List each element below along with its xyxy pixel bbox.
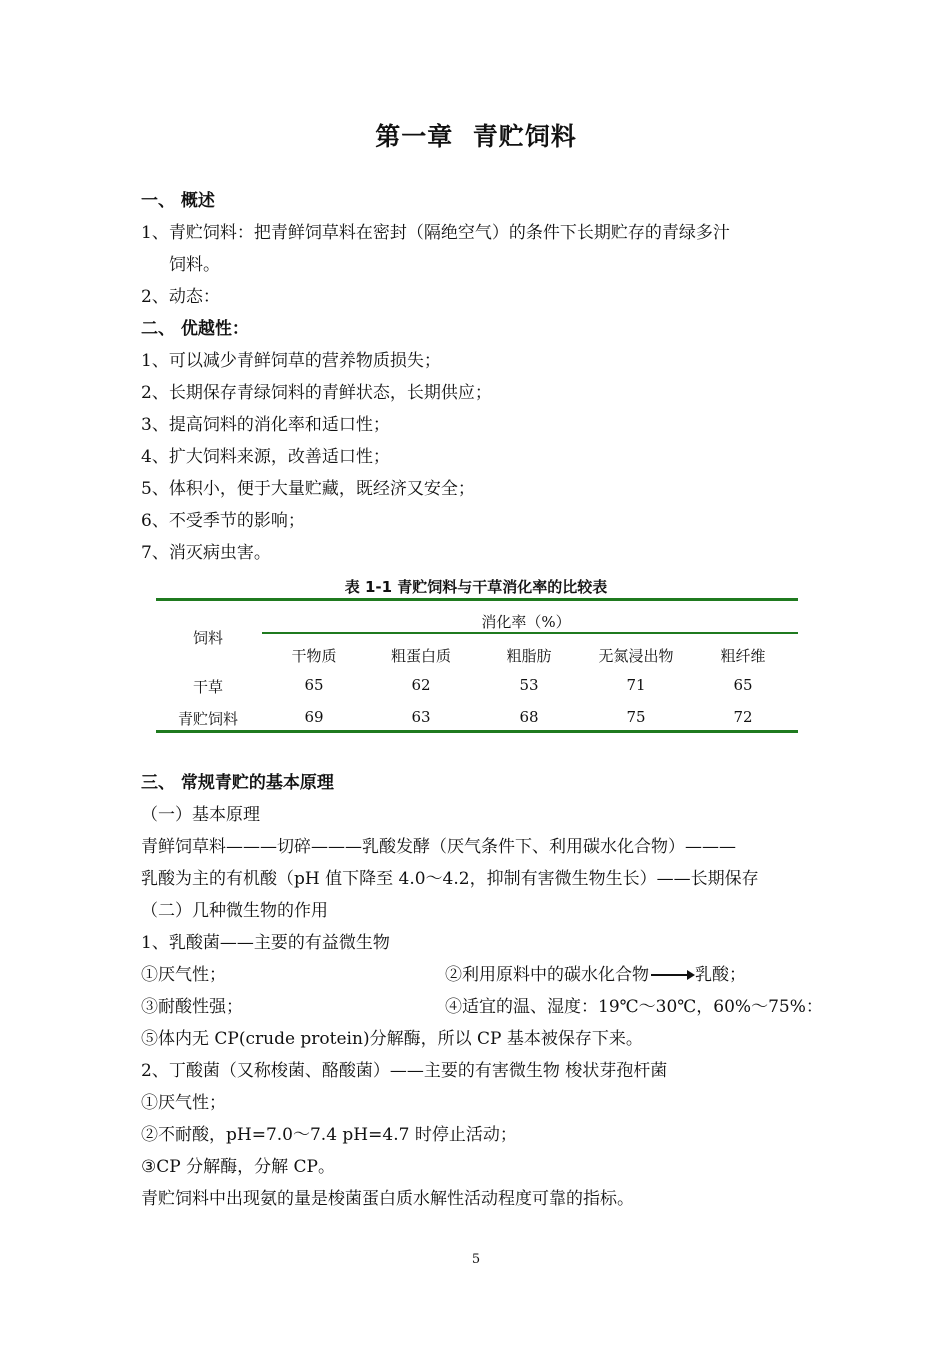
subheading: （二）几种微生物的作用 xyxy=(141,901,328,921)
section-heading-principles: 三、 常规青贮的基本原理 xyxy=(141,773,334,793)
table-column-header: 粗纤维 xyxy=(720,647,766,665)
page-number: 5 xyxy=(471,1252,481,1267)
table-cell: 72 xyxy=(733,708,753,726)
property-item: ①厌气性； xyxy=(141,965,226,985)
table-cell: 53 xyxy=(519,676,539,694)
list-item: 7、消灭病虫害。 xyxy=(141,543,271,563)
property-item: ④适宜的温、湿度：19℃～30℃，60%～75%： xyxy=(445,997,823,1017)
table-caption: 表 1-1 青贮饲料与干草消化率的比较表 xyxy=(344,578,608,596)
section-heading-advantages: 二、 优越性： xyxy=(141,319,249,339)
list-item: 1、可以减少青鲜饲草的营养物质损失； xyxy=(141,351,441,371)
list-item: 5、体积小，便于大量贮藏，既经济又安全； xyxy=(141,479,475,499)
subheading: （一）基本原理 xyxy=(141,805,260,825)
list-item: 4、扩大饲料来源，改善适口性； xyxy=(141,447,390,467)
paragraph-line: 乳酸为主的有机酸（pH 值下降至 4.0～4.2，抑制有害微生物生长）——长期保存 xyxy=(141,869,759,889)
table-cell: 65 xyxy=(304,676,324,694)
paragraph-line: ②不耐酸，pH=7.0～7.4 pH=4.7 时停止活动； xyxy=(141,1125,517,1145)
paragraph-line: 1、乳酸菌——主要的有益微生物 xyxy=(141,933,390,953)
paragraph-line: ⑤体内无 CP(crude protein)分解酶，所以 CP 基本被保存下来。 xyxy=(141,1029,643,1049)
property-item xyxy=(445,959,746,991)
paragraph-line: 青贮饲料中出现氨的量是梭菌蛋白质水解性活动程度可靠的指标。 xyxy=(141,1189,634,1209)
paragraph-line: 青鲜饲草料———切碎———乳酸发酵（厌气条件下、利用碳水化合物）——— xyxy=(141,837,736,857)
paragraph-line: 2、动态： xyxy=(141,287,220,307)
property-row xyxy=(141,959,821,991)
table-top-rule xyxy=(156,598,798,601)
list-item: 6、不受季节的影响； xyxy=(141,511,305,531)
table-bottom-rule xyxy=(156,730,798,733)
page-title: 第一章 青贮饲料 xyxy=(375,122,577,151)
table-column-header: 无氮浸出物 xyxy=(598,647,674,665)
table-cell: 69 xyxy=(304,708,324,726)
table-cell: 71 xyxy=(626,676,646,694)
paragraph-line: ③CP 分解酶，分解 CP。 xyxy=(141,1157,335,1177)
arrow-right-icon xyxy=(651,974,693,976)
table-column-header: 粗蛋白质 xyxy=(390,647,451,665)
property-row xyxy=(141,991,821,1023)
paragraph-line: 饲料。 xyxy=(169,255,220,275)
property-text: ②利用原料中的碳水化合物 xyxy=(445,965,649,985)
section-heading-overview: 一、 概述 xyxy=(141,191,215,211)
table-column-header: 粗脂肪 xyxy=(506,647,552,665)
paragraph-line: ①厌气性； xyxy=(141,1093,226,1113)
table-cell: 62 xyxy=(411,676,431,694)
paragraph-line: 2、丁酸菌（又称梭菌、酪酸菌）——主要的有害微生物 梭状芽孢杆菌 xyxy=(141,1061,668,1081)
table-cell: 75 xyxy=(626,708,646,726)
table-group-header: 消化率（%） xyxy=(481,613,571,631)
table-row-label: 干草 xyxy=(192,678,223,696)
property-item: ③耐酸性强； xyxy=(141,997,243,1017)
table-column-header: 干物质 xyxy=(291,647,337,665)
list-item: 3、提高饲料的消化率和适口性； xyxy=(141,415,390,435)
list-item: 2、长期保存青绿饲料的青鲜状态，长期供应； xyxy=(141,383,492,403)
table-row-header: 饲料 xyxy=(192,629,223,647)
table-cell: 63 xyxy=(411,708,431,726)
table-cell: 68 xyxy=(519,708,539,726)
table-row-label: 青贮饲料 xyxy=(177,710,238,728)
table-header-rule xyxy=(262,632,798,634)
property-text: 乳酸； xyxy=(695,965,746,985)
table-cell: 65 xyxy=(733,676,753,694)
paragraph-line: 1、青贮饲料：把青鲜饲草料在密封（隔绝空气）的条件下长期贮存的青绿多汁 xyxy=(141,223,730,243)
